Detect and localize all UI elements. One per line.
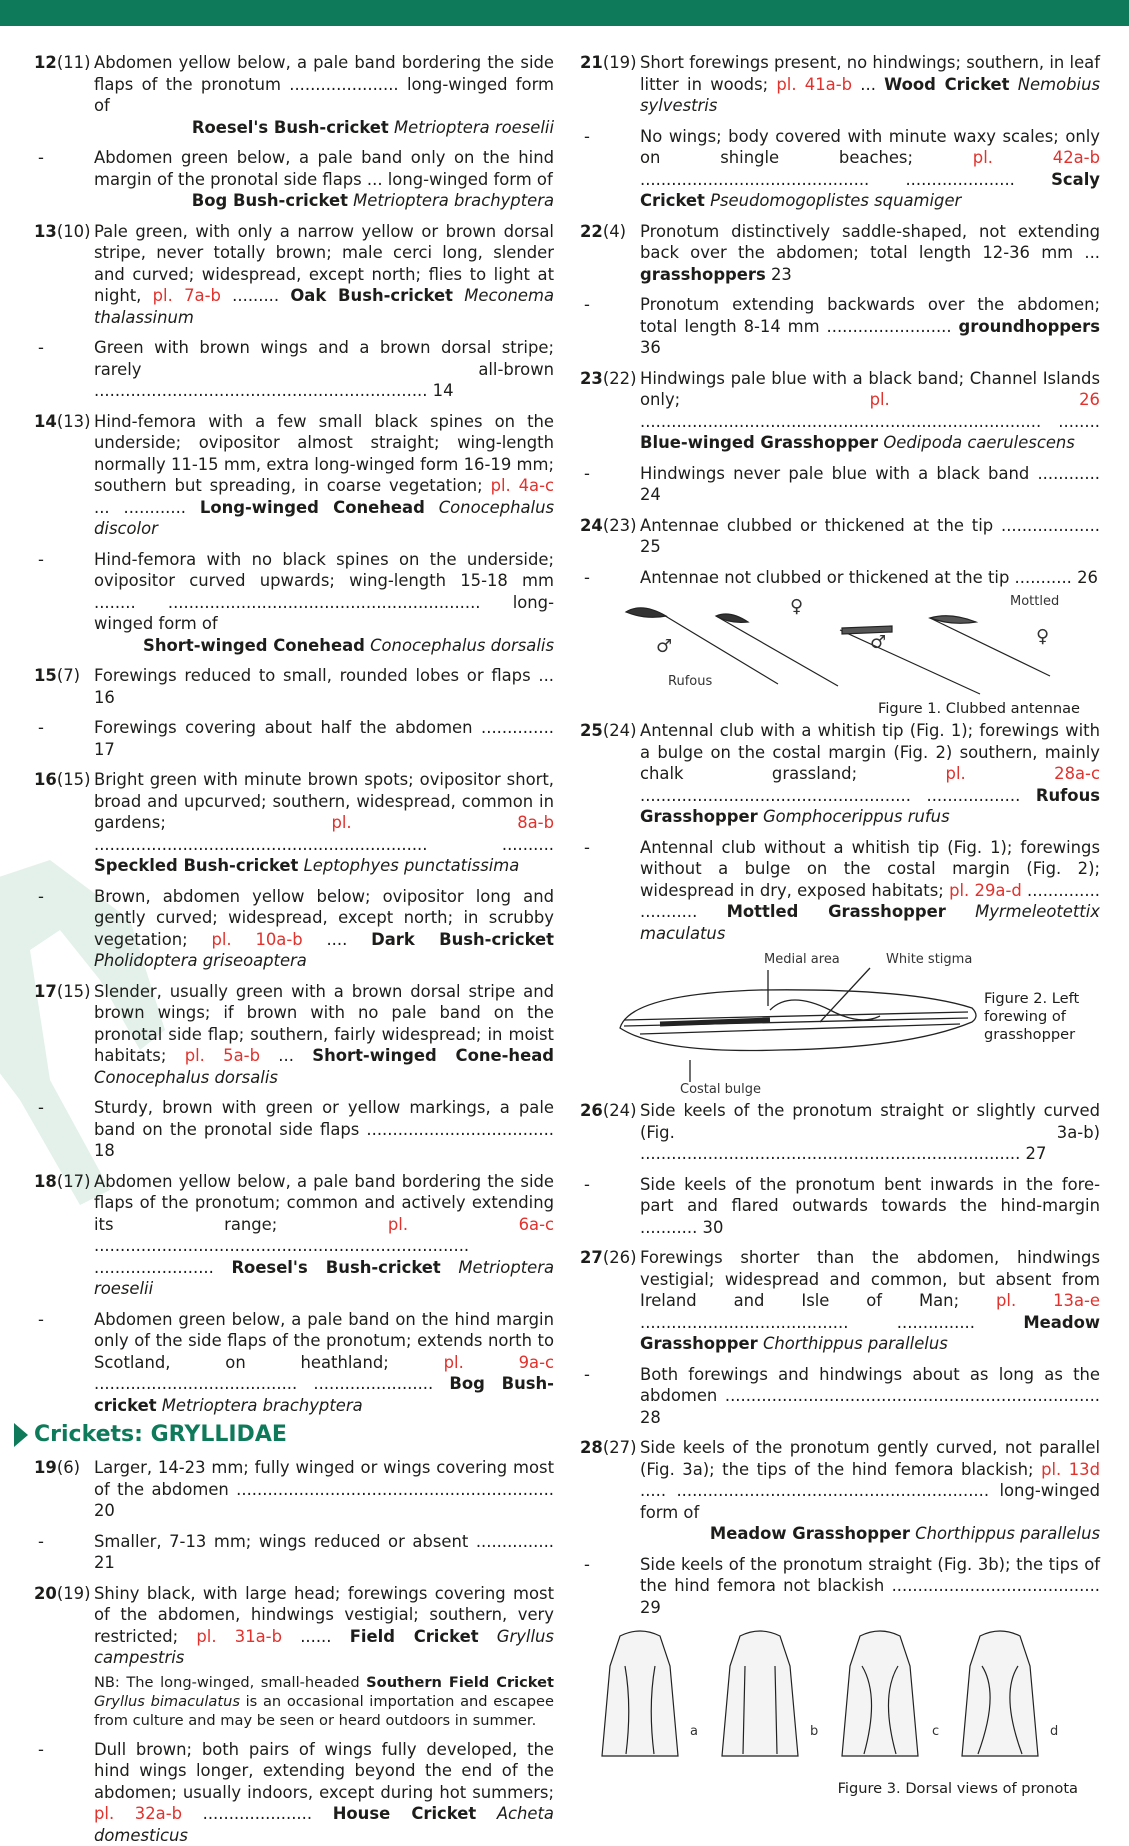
key-couplet — [34, 337, 554, 402]
key-text: Antennae clubbed or thickened at the tip ................... 25 — [640, 516, 1100, 557]
spacer — [580, 1165, 1100, 1174]
couplet-number: - — [34, 886, 94, 972]
spacer — [580, 828, 1100, 837]
key-text: Pronotum extending backwards over the abdomen; total length 8-14 mm ........................ — [640, 295, 1100, 336]
common-name: groundhoppers — [959, 317, 1101, 336]
couplet-number: - — [580, 294, 640, 359]
couplet-text — [94, 717, 554, 760]
key-couplet — [580, 567, 1100, 589]
spacer — [34, 708, 554, 717]
key-couplet — [580, 1437, 1100, 1545]
key-couplet — [34, 549, 554, 657]
spacer — [34, 328, 554, 337]
couplet-number: - — [580, 567, 640, 589]
key-text: Dull brown; both pairs of wings fully developed, the hind wings longer, extending beyond the end of the abdomen; usually indoors, except during hot summers; — [94, 1740, 554, 1802]
couplet-text — [640, 294, 1100, 359]
couplet-text — [94, 1171, 554, 1300]
fig3-label-c: c — [932, 1724, 939, 1739]
couplet-number: - — [580, 837, 640, 945]
couplet-text — [640, 221, 1100, 286]
couplet-number: 17(15) — [34, 981, 94, 1089]
female-symbol-icon: ♀ — [790, 596, 803, 617]
couplet-number: - — [34, 1531, 94, 1574]
pronota-drawing — [580, 1626, 1100, 1776]
key-text: ............................................ ..................... — [640, 170, 1051, 189]
key-text — [476, 1804, 497, 1823]
plate-reference: pl. 13a-e — [996, 1291, 1100, 1310]
key-couplet — [580, 368, 1100, 454]
couplet-text — [94, 981, 554, 1089]
key-text: Side keels of the pronotum straight or slightly curved (Fig. 3a-b) ......................................................................... 27 — [640, 1101, 1100, 1163]
couplet-number: 15(7) — [34, 665, 94, 708]
key-text: ... — [260, 1046, 312, 1065]
latin-name: Gomphocerippus rufus — [763, 807, 950, 826]
couplet-number: - — [34, 1309, 94, 1417]
key-text: Slender, usually green with a brown dorsal stripe and brown wings; if brown with no pale band on the pronotal side flap; southern, fairly widespread; in moist habitats; — [94, 982, 554, 1066]
key-text: .............. ........... — [640, 881, 1100, 922]
couplet-text — [94, 221, 554, 329]
couplet-text — [94, 769, 554, 877]
plate-reference: pl. 10a-b — [211, 930, 302, 949]
fig2-medial-label: Medial area — [764, 952, 840, 967]
couplet-text — [94, 549, 554, 657]
species-name-line — [94, 117, 554, 139]
key-text: ............................................................................. ........ — [640, 412, 1100, 431]
section-heading — [14, 1422, 554, 1447]
spacer — [34, 760, 554, 769]
plate-reference: pl. 42a-b — [973, 148, 1100, 167]
key-couplet — [580, 221, 1100, 286]
key-couplet — [580, 126, 1100, 212]
plate-reference: pl. 7a-b — [153, 286, 221, 305]
couplet-number: - — [580, 1554, 640, 1619]
couplet-text — [94, 1739, 554, 1846]
latin-name: Metrioptera brachyptera — [162, 1396, 363, 1415]
figure-3-pronota — [580, 1626, 1100, 1806]
plate-reference: pl. 32a-b — [94, 1804, 182, 1823]
plate-reference: pl. 6a-c — [388, 1215, 554, 1234]
plate-reference: pl. 5a-b — [185, 1046, 260, 1065]
couplet-note — [94, 1673, 554, 1730]
couplet-number: - — [580, 463, 640, 506]
latin-name: Oedipoda caerulescens — [883, 433, 1075, 452]
couplet-text — [94, 1457, 554, 1522]
key-text — [479, 1627, 497, 1646]
couplet-text — [640, 1247, 1100, 1355]
couplet-number: - — [34, 717, 94, 760]
fig3-label-b: b — [810, 1724, 818, 1739]
couplet-text — [640, 463, 1100, 506]
couplet-text — [640, 1100, 1100, 1165]
couplet-text — [640, 567, 1100, 589]
key-couplet — [34, 1097, 554, 1162]
couplet-text — [640, 1437, 1100, 1545]
spacer — [580, 359, 1100, 368]
right-column — [580, 52, 1100, 1806]
key-couplet — [580, 1174, 1100, 1239]
latin-name: Conocephalus dorsalis — [365, 636, 554, 655]
latin-name: Conocephalus discolor — [94, 498, 554, 539]
species-name-line — [94, 635, 554, 657]
spacer — [34, 972, 554, 981]
couplet-text — [640, 837, 1100, 945]
spacer — [580, 454, 1100, 463]
couplet-number: - — [34, 1097, 94, 1162]
key-couplet — [580, 1100, 1100, 1165]
fig2-caption: Figure 2. Left forewing of grasshopper — [984, 990, 1094, 1044]
common-name: Oak Bush-cricket — [290, 286, 453, 305]
key-text: Antennae not clubbed or thickened at the tip ........... 26 — [640, 568, 1098, 587]
couplet-number: 25(24) — [580, 720, 640, 828]
key-couplet — [34, 1739, 554, 1846]
key-text: NB: The long-winged, small-headed — [94, 1674, 366, 1691]
key-text: is an occasional importation and escapee from culture and may be seen or heard outdoors in summer. — [94, 1693, 554, 1729]
plate-reference: pl. 29a-d — [949, 881, 1022, 900]
spacer — [580, 1355, 1100, 1364]
latin-name: Chorthippus parallelus — [910, 1524, 1100, 1543]
couplet-number: 28(27) — [580, 1437, 640, 1545]
figure-2-forewing — [580, 950, 1100, 1100]
key-text: Abdomen yellow below, a pale band bordering the side flaps of the pronotum — [94, 53, 554, 94]
key-couplets-grasshoppers-b — [580, 720, 1100, 944]
fig3-label-a: a — [690, 1724, 698, 1739]
common-name: Meadow Grasshopper — [710, 1524, 910, 1543]
key-couplet — [34, 221, 554, 329]
key-couplet — [580, 1247, 1100, 1355]
spacer — [34, 540, 554, 549]
key-text: ... — [852, 75, 884, 94]
spacer — [34, 877, 554, 886]
key-text: Forewings shorter than the abdomen, hindwings vestigial; widespread and common, but absent from Ireland and Isle of Man; — [640, 1248, 1100, 1310]
couplet-text — [640, 720, 1100, 828]
latin-name: Metrioptera brachyptera — [348, 191, 554, 210]
key-couplets-grasshoppers-a — [580, 52, 1100, 588]
key-text: Pronotum distinctively saddle-shaped, not extending back over the abdomen; total length 12-36 mm ... — [640, 222, 1100, 263]
latin-name: Gryllus campestris — [94, 1627, 554, 1668]
spacer — [34, 1574, 554, 1583]
latin-name: Pseudomogoplistes squamiger — [710, 191, 961, 210]
key-text: ..................... — [289, 75, 398, 94]
spacer — [580, 506, 1100, 515]
key-couplet — [34, 1309, 554, 1417]
common-name: House Cricket — [333, 1804, 477, 1823]
key-couplet — [580, 52, 1100, 117]
key-couplet — [34, 769, 554, 877]
couplet-number: 19(6) — [34, 1457, 94, 1522]
key-couplet — [34, 665, 554, 708]
key-text: Shiny black, with large head; forewings covering most of the abdomen, hindwings vestigial; southern, very restricted; — [94, 1584, 554, 1646]
couplet-number: - — [580, 1364, 640, 1429]
spacer — [580, 1428, 1100, 1437]
spacer — [580, 558, 1100, 567]
latin-name: Myrmeleotettix maculatus — [640, 902, 1100, 943]
couplet-number: 14(13) — [34, 411, 94, 540]
key-text: Bright green with minute brown spots; ovipositor short, broad and upcurved; southern, widespread, common in gardens; — [94, 770, 554, 832]
couplet-text — [94, 411, 554, 540]
common-name: Field Cricket — [350, 1627, 479, 1646]
common-name: Long-winged Conehead — [200, 498, 425, 517]
key-couplet — [580, 720, 1100, 828]
key-couplet — [580, 294, 1100, 359]
fig3-label-d: d — [1050, 1724, 1058, 1739]
common-name: Short-winged Cone-head — [312, 1046, 554, 1065]
key-text: Side keels of the pronotum bent inwards in the fore-part and flared outwards towards the hind-margin ........... 30 — [640, 1175, 1100, 1237]
common-name: Mottled Grasshopper — [727, 902, 946, 921]
couplet-text — [94, 337, 554, 402]
key-text: Hind-femora with a few small black spines on the underside; ovipositor almost straight; wing-length normally 11-15 mm, extra long-winged form 16-19 mm; southern but spreading, in coarse vegetation; — [94, 412, 554, 496]
key-text — [1010, 75, 1018, 94]
key-text: Hindwings never pale blue with a black band ............ 24 — [640, 464, 1100, 505]
latin-name: Meconema thalassinum — [94, 286, 554, 327]
key-text: Antennal club with a whitish tip (Fig. 1); forewings with a bulge on the costal margin (Fig. 2) southern, mainly chalk grassland; — [640, 721, 1100, 783]
spacer — [34, 402, 554, 411]
plate-reference: pl. 28a-c — [946, 764, 1100, 783]
couplet-number: 16(15) — [34, 769, 94, 877]
key-text: Pale green, with only a narrow yellow or brown dorsal stripe, never totally brown; male cerci long, slender and curved; widespread, except north; flies to light at night, — [94, 222, 554, 306]
latin-name: Nemobius sylvestris — [640, 75, 1100, 116]
couplet-number: 24(23) — [580, 515, 640, 558]
couplet-text — [94, 1531, 554, 1574]
key-text: Hind-femora with no black spines on the underside; ovipositor curved upwards; wing-length 15-18 mm ........ ............................................................ long-winged form of — [94, 550, 554, 634]
couplet-text — [640, 126, 1100, 212]
plate-reference: pl. 8a-b — [331, 813, 554, 832]
latin-name: Gryllus bimaculatus — [94, 1693, 240, 1710]
species-name-line — [94, 190, 554, 212]
common-name: Short-winged Conehead — [143, 636, 365, 655]
key-text: Abdomen yellow below, a pale band bordering the side flaps of the pronotum; common and actively extending its range; — [94, 1172, 554, 1234]
couplet-text — [94, 1309, 554, 1417]
top-color-bar — [0, 0, 1129, 26]
key-couplet — [580, 1364, 1100, 1429]
common-name: Bog Bush-cricket — [192, 191, 348, 210]
couplet-text — [640, 368, 1100, 454]
couplet-number: 23(22) — [580, 368, 640, 454]
key-text: Sturdy, brown with green or yellow markings, a pale band on the pronotal side flaps .................................... 18 — [94, 1098, 554, 1160]
heading-arrow-icon — [14, 1423, 28, 1447]
latin-name: Metrioptera roeselii — [389, 118, 554, 137]
key-couplet — [34, 52, 554, 138]
key-text: long-winged form of — [94, 75, 554, 116]
couplet-text — [94, 147, 554, 212]
common-name: Roesel's Bush-cricket — [231, 1258, 440, 1277]
spacer — [580, 1545, 1100, 1554]
latin-name: Leptophyes punctatissima — [304, 856, 520, 875]
key-text: Hindwings pale blue with a black band; Channel Islands only; — [640, 369, 1100, 410]
fig1-caption: Figure 1. Clubbed antennae — [878, 700, 1080, 718]
couplet-number: 27(26) — [580, 1247, 640, 1355]
couplet-text — [94, 665, 554, 708]
key-text: Brown, abdomen yellow below; ovipositor long and gently curved; widespread, except north; in scrubby vegetation; — [94, 887, 554, 949]
key-couplet — [34, 411, 554, 540]
key-couplet — [580, 1554, 1100, 1619]
common-name: Scaly Cricket — [640, 170, 1100, 211]
common-name: Roesel's Bush-cricket — [192, 118, 389, 137]
common-name: Blue-winged Grasshopper — [640, 433, 878, 452]
key-text: Forewings covering about half the abdomen .............. 17 — [94, 718, 554, 759]
couplet-text — [94, 886, 554, 972]
key-text — [946, 902, 975, 921]
key-text: ........................................................................ ....................... — [94, 1236, 469, 1277]
key-couplets-katydids — [34, 52, 554, 1416]
key-text: ...... — [282, 1627, 350, 1646]
key-text: Smaller, 7-13 mm; wings reduced or absent ............... 21 — [94, 1532, 554, 1573]
spacer — [580, 285, 1100, 294]
key-text: ................................................................ .......... — [94, 835, 554, 854]
spacer — [34, 1300, 554, 1309]
fig1-rufous-label: Rufous — [668, 674, 712, 689]
latin-name: Metrioptera roeselii — [94, 1258, 554, 1299]
couplet-text — [640, 52, 1100, 117]
key-couplet — [580, 515, 1100, 558]
latin-name: Conocephalus dorsalis — [94, 1068, 278, 1087]
male-symbol-icon: ♂ — [870, 632, 886, 653]
species-name-line — [640, 1523, 1100, 1545]
couplet-number: 18(17) — [34, 1171, 94, 1300]
spacer — [580, 212, 1100, 221]
fig1-mottled-label: Mottled — [1010, 594, 1059, 609]
couplet-number: - — [34, 1739, 94, 1846]
key-text: Green with brown wings and a brown dorsal stripe; rarely all-brown ................................................................ 14 — [94, 338, 554, 400]
common-name: Dark Bush-cricket — [371, 930, 554, 949]
spacer — [34, 1522, 554, 1531]
key-text: ..... ............................................................ long-winged form of — [640, 1481, 1100, 1522]
key-text: .................................................... .................. — [640, 786, 1036, 805]
figure-1-clubbed-antennae — [580, 592, 1100, 720]
key-text: 36 — [640, 338, 661, 357]
plate-reference: pl. 31a-b — [196, 1627, 282, 1646]
common-name: Speckled Bush-cricket — [94, 856, 298, 875]
couplet-text — [640, 1364, 1100, 1429]
couplet-number: - — [34, 147, 94, 212]
couplet-number: - — [580, 1174, 640, 1239]
key-text: Abdomen green below, a pale band only on the hind margin of the pronotal side flaps ... long-winged form of — [94, 148, 554, 189]
key-couplet — [34, 1457, 554, 1522]
key-text: ... ............ — [94, 498, 200, 517]
key-text: Larger, 14-23 mm; fully winged or wings covering most of the abdomen ............................................................. 20 — [94, 1458, 554, 1520]
key-couplet — [34, 717, 554, 760]
common-name: Rufous Grasshopper — [640, 786, 1100, 827]
common-name: Bog Bush-cricket — [94, 1374, 554, 1415]
left-column — [34, 52, 554, 1846]
spacer — [580, 1238, 1100, 1247]
key-couplet — [34, 1531, 554, 1574]
couplet-number: 12(11) — [34, 52, 94, 138]
spacer — [580, 117, 1100, 126]
spacer — [34, 212, 554, 221]
key-text: No wings; body covered with minute waxy scales; only on shingle beaches; — [640, 127, 1100, 168]
key-text — [453, 286, 464, 305]
spacer — [34, 656, 554, 665]
forewing-drawing — [580, 950, 980, 1100]
key-text: Both forewings and hindwings about as long as the abdomen ........................................................................ 28 — [640, 1365, 1100, 1427]
male-symbol-icon: ♂ — [656, 636, 672, 657]
key-text — [425, 498, 439, 517]
couplet-text — [94, 1583, 554, 1730]
key-text: Antennal club without a whitish tip (Fig. 1); forewings without a bulge on the costal margin (Fig. 2); widespread in dry, exposed habitats; — [640, 838, 1100, 900]
plate-reference: pl. 4a-c — [491, 476, 554, 495]
key-couplet — [34, 147, 554, 212]
key-text: ........................................ ............... — [640, 1313, 1023, 1332]
couplet-number: - — [580, 126, 640, 212]
key-text: .... — [303, 930, 371, 949]
couplet-number: - — [34, 337, 94, 402]
couplet-text — [640, 1174, 1100, 1239]
key-couplet — [34, 1171, 554, 1300]
key-couplets-crickets — [34, 1457, 554, 1846]
key-text: Side keels of the pronotum gently curved, not parallel (Fig. 3a); the tips of the hind femora blackish; — [640, 1438, 1100, 1479]
couplet-text — [640, 1554, 1100, 1619]
couplet-number: 21(19) — [580, 52, 640, 117]
couplet-text — [640, 515, 1100, 558]
couplet-number: 20(19) — [34, 1583, 94, 1730]
spacer — [34, 1730, 554, 1739]
common-name: Wood Cricket — [884, 75, 1009, 94]
key-text: Short forewings present, no hindwings; southern, in leaf litter in woods; — [640, 53, 1100, 94]
fig2-costal-label: Costal bulge — [680, 1082, 761, 1097]
common-name: grasshoppers — [640, 265, 766, 284]
spacer — [34, 1162, 554, 1171]
key-couplet — [34, 1583, 554, 1730]
key-couplet — [580, 463, 1100, 506]
section-heading-text: Crickets: GRYLLIDAE — [34, 1422, 287, 1447]
couplet-number: 22(4) — [580, 221, 640, 286]
key-couplet — [34, 981, 554, 1089]
common-name: Meadow Grasshopper — [640, 1313, 1100, 1354]
fig3-caption: Figure 3. Dorsal views of pronota — [838, 1780, 1078, 1798]
plate-reference: pl. 26 — [870, 390, 1100, 409]
key-text: 23 — [766, 265, 792, 284]
key-text: Side keels of the pronotum straight (Fig. 3b); the tips of the hind femora not blackish ........................................ 29 — [640, 1555, 1100, 1617]
key-couplet — [34, 886, 554, 972]
latin-name: Pholidoptera griseoaptera — [94, 951, 307, 970]
plate-reference: pl. 9a-c — [444, 1353, 554, 1372]
key-text: ..................... — [182, 1804, 333, 1823]
key-couplets-grasshoppers-c — [580, 1100, 1100, 1618]
spacer — [34, 138, 554, 147]
couplet-text — [94, 1097, 554, 1162]
key-text: ....................................... ....................... — [94, 1374, 449, 1393]
female-symbol-icon: ♀ — [1036, 626, 1049, 647]
couplet-number: 26(24) — [580, 1100, 640, 1165]
common-name: Southern Field Cricket — [366, 1674, 554, 1691]
plate-reference: pl. 41a-b — [776, 75, 852, 94]
key-text — [441, 1258, 459, 1277]
couplet-number: 13(10) — [34, 221, 94, 329]
spacer — [34, 1088, 554, 1097]
key-couplet — [580, 837, 1100, 945]
key-text: Abdomen green below, a pale band on the hind margin only of the side flaps of the pronotum; extends north to Scotland, on heathland; — [94, 1310, 554, 1372]
fig2-stigma-label: White stigma — [886, 952, 972, 967]
couplet-text — [94, 52, 554, 138]
key-text: Forewings reduced to small, rounded lobes or flaps ... 16 — [94, 666, 554, 707]
key-text: ......... — [221, 286, 290, 305]
couplet-number: - — [34, 549, 94, 657]
latin-name: Chorthippus parallelus — [763, 1334, 948, 1353]
latin-name: Acheta domesticus — [94, 1804, 554, 1845]
plate-reference: pl. 13d — [1041, 1460, 1100, 1479]
